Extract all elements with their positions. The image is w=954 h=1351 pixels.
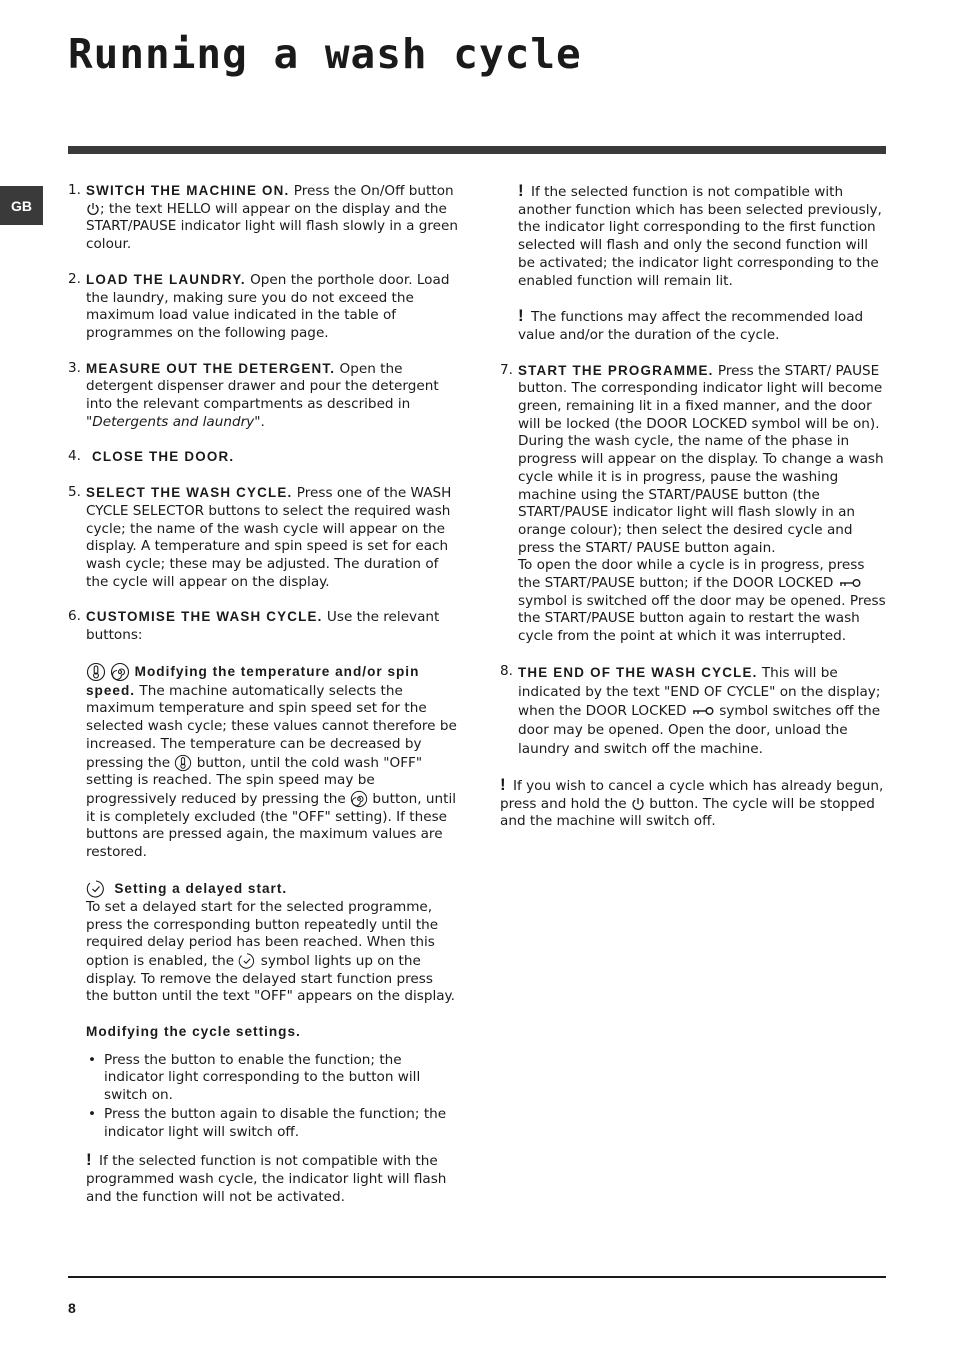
step-number: 4.: [68, 448, 81, 465]
step-text: To open the door while a cycle is in progress, press the START/PAUSE button; if the DOOR LOCKED: [518, 557, 865, 592]
step-3: [68, 360, 458, 432]
step-8: [500, 663, 888, 759]
step-text: Open the detergent dispenser drawer and pour the detergent into the relevant compartments as described in: [86, 360, 439, 413]
warning-text: button. The cycle will be stopped and the machine will switch off.: [500, 795, 875, 830]
step-text: Press one of the WASH CYCLE SELECTOR buttons to select the required wash cycle; the name of the wash cycle will appear on the display. A temperature and spin speed is set for each wash cycle; these may be adjusted. The duration of the cycle will appear on the display.: [86, 485, 452, 590]
step-text: symbol switches off the door may be opened. Open the door, unload the laundry and switch off the machine.: [518, 702, 881, 757]
step-text-end: .: [260, 413, 265, 430]
top-divider: [68, 146, 886, 154]
warning-note: [518, 182, 888, 290]
warning-note: [518, 307, 888, 344]
step-number: 2.: [68, 270, 81, 287]
step-5: [68, 484, 458, 591]
step-1: [68, 182, 458, 254]
page-title: Running a wash cycle: [68, 30, 582, 78]
step-text: This will be indicated by the text "END OF CYCLE" on the display; when the DOOR LOCKED: [518, 664, 881, 719]
power-icon: [86, 202, 100, 216]
step-number: 7.: [500, 361, 513, 378]
step-heading: LOAD THE LAUNDRY.: [86, 271, 246, 287]
list-item: • Press the button to enable the function; the indicator light corresponding to the button will switch on.: [86, 1052, 458, 1105]
warning-text: If you wish to cancel a cycle which has already begun, press and hold the: [500, 777, 884, 812]
step-number: 5.: [68, 484, 81, 501]
temperature-spin-heading: Modifying the temperature and/or spin speed.: [86, 663, 420, 698]
bottom-divider: [68, 1276, 886, 1278]
temperature-icon: [86, 662, 106, 682]
step-text: Press the On/Off button: [289, 183, 454, 199]
step-heading: SELECT THE WASH CYCLE.: [86, 485, 293, 501]
step-number: 6.: [68, 608, 81, 625]
temperature-spin-text: button, until the cold wash "OFF" setting is reached. The spin speed may be progressively reduced by pressing the: [86, 754, 423, 807]
temperature-spin-text: The machine automatically selects the maximum temperature and spin speed set for the selected wash cycle; these values cannot therefore be increased. The temperature can be decreased by pressing the: [86, 682, 457, 771]
warning-note: [86, 1151, 458, 1206]
delay-timer-icon: [86, 879, 106, 899]
step-heading: SWITCH THE MACHINE ON.: [86, 183, 290, 198]
list-item: • Press the button again to disable the function; the indicator light will switch off.: [86, 1106, 458, 1141]
warning-note: [500, 776, 888, 831]
step-heading: THE END OF THE WASH CYCLE.: [518, 664, 758, 680]
temperature-spin-text: button, until it is completely excluded (the "OFF" setting). If these buttons are pressed again, the maximum values are restored.: [86, 790, 457, 861]
delayed-start-heading: Setting a delayed start.: [114, 880, 288, 896]
step-heading: START THE PROGRAMME.: [518, 362, 714, 378]
warning-text: The functions may affect the recommended load value and/or the duration of the cycle.: [518, 309, 864, 343]
spin-icon: [110, 662, 130, 682]
step-6: [68, 608, 458, 644]
power-icon: [631, 797, 645, 811]
delayed-start-text: To set a delayed start for the selected programme, press the corresponding button repeatedly until the required delay period has been reached. When this option is enabled, the: [86, 898, 439, 969]
right-column: [500, 182, 888, 848]
delay-timer-icon: [238, 952, 256, 970]
step-text: Press the START/ PAUSE button. The corresponding indicator light will become green, remaining lit in a fixed manner, and the door will be locked (the DOOR LOCKED symbol will be on). During the wash cycle, the name of the phase in progress will appear on the display. To change a wash cycle while it is in progress, pause the washing machine using the START/PAUSE button (the START/PAUSE indicator light will flash slowly in an orange colour); then select the desired cycle and press the START/ PAUSE button again.: [518, 362, 884, 556]
language-tab: GB: [0, 186, 43, 225]
step-text: ; the text HELLO will appear on the display and the START/PAUSE indicator light will flash slowly in a green colour.: [86, 200, 458, 253]
step-text: Open the porthole door. Load the laundry, making sure you do not exceed the maximum load value indicated in the table of programmes on the following page.: [86, 271, 450, 341]
door-locked-key-icon: [838, 577, 862, 589]
warning-mark: !: [518, 306, 524, 326]
step-number: 3.: [68, 359, 81, 376]
step-number: 8.: [500, 662, 513, 679]
step-text: Use the relevant buttons:: [86, 609, 440, 644]
step-heading: CLOSE THE DOOR.: [92, 449, 235, 465]
cross-reference: "Detergents and laundry": [86, 413, 261, 430]
step-7: [500, 362, 888, 646]
temperature-spin-section: [86, 662, 458, 862]
step-heading: CUSTOMISE THE WASH CYCLE.: [86, 609, 323, 625]
temperature-icon: [174, 754, 192, 772]
page-number: 8: [68, 1300, 76, 1316]
step-number: 1.: [68, 182, 81, 198]
delayed-start-text: symbol lights up on the display. To remove the delayed start function press the button until the text "OFF" appears on the display.: [86, 952, 455, 1005]
step-4: [68, 448, 458, 467]
modify-settings-heading: Modifying the cycle settings.: [86, 1024, 301, 1040]
left-column: [68, 182, 458, 1223]
step-2: [68, 271, 458, 343]
warning-mark: !: [518, 181, 524, 200]
step-heading: MEASURE OUT THE DETERGENT.: [86, 360, 336, 376]
warning-text: If the selected function is not compatible with the programmed wash cycle, the indicator light will flash and the function will not be activated.: [86, 1153, 447, 1205]
step-text: symbol is switched off the door may be opened. Press the START/PAUSE button again to restart the wash cycle from the point at which it was interrupted.: [518, 592, 886, 645]
spin-icon: [350, 790, 368, 808]
warning-mark: !: [86, 1150, 92, 1170]
modify-settings-heading-row: [86, 1023, 458, 1042]
warning-text: If the selected function is not compatible with another function which has been selected previously, the indicator light corresponding to the first function selected will flash and only the second function will be activated; the indicator light corresponding to the enabled function will remain lit.: [518, 184, 882, 289]
warning-mark: !: [500, 774, 506, 794]
door-locked-key-icon: [691, 705, 715, 717]
delayed-start-section: [86, 879, 458, 1006]
modify-settings-list: [86, 1052, 458, 1142]
